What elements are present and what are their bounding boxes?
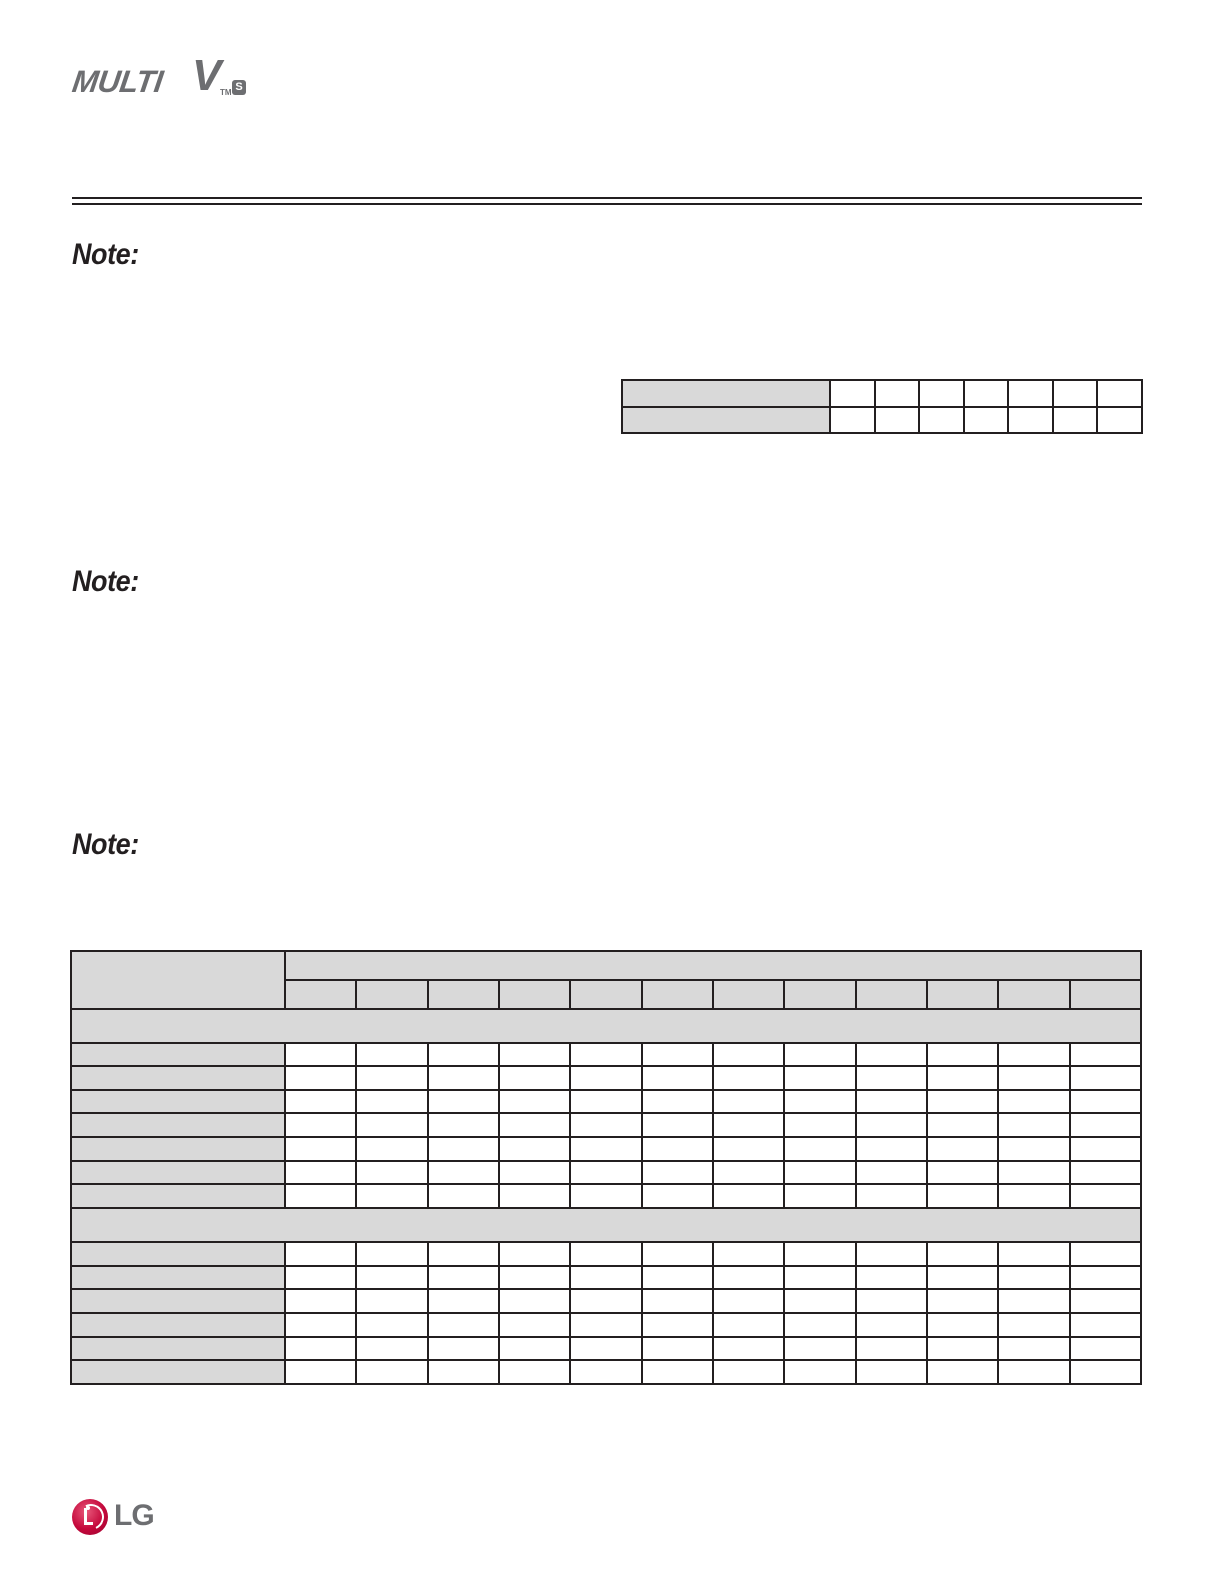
large-table-cell	[642, 1242, 713, 1266]
large-table-cell	[1070, 1113, 1141, 1137]
small-table-cell	[919, 380, 964, 407]
large-table-cell	[713, 1360, 784, 1384]
large-table-row-header	[71, 1242, 285, 1266]
large-table-cell	[285, 1161, 356, 1185]
large-table-cell	[499, 1337, 570, 1361]
note-label-1: Note:	[72, 238, 139, 271]
large-table-cell	[428, 1337, 499, 1361]
large-table-cell	[1070, 1066, 1141, 1090]
large-table-row-header	[71, 1043, 285, 1067]
large-table-cell	[428, 1360, 499, 1384]
large-table-cell	[784, 1242, 855, 1266]
large-table-cell	[570, 1090, 641, 1114]
large-table-cell	[499, 1184, 570, 1208]
large-table-row-header	[71, 1184, 285, 1208]
large-table-row	[71, 1043, 1141, 1067]
header-rule-top	[72, 197, 1142, 199]
large-table-row	[71, 1113, 1141, 1137]
small-table-cell	[964, 380, 1009, 407]
large-table-row-header	[71, 1137, 285, 1161]
large-table-column-header	[642, 980, 713, 1009]
large-table-cell	[713, 1313, 784, 1337]
large-table-row	[71, 1242, 1141, 1266]
large-table-row	[71, 1266, 1141, 1290]
logo-s-badge: S	[232, 80, 246, 95]
small-table-row	[622, 380, 1142, 407]
large-table-cell	[642, 1161, 713, 1185]
large-table-cell	[642, 1313, 713, 1337]
large-table-cell	[285, 1242, 356, 1266]
large-table-cell	[285, 1066, 356, 1090]
large-table-cell	[784, 1137, 855, 1161]
large-table-cell	[642, 1043, 713, 1067]
large-table-cell	[713, 1066, 784, 1090]
large-table-row-header	[71, 1066, 285, 1090]
large-table-cell	[428, 1113, 499, 1137]
large-table-cell	[998, 1242, 1069, 1266]
large-table-cell	[998, 1161, 1069, 1185]
lg-logo	[70, 1499, 160, 1539]
large-table-cell	[570, 1043, 641, 1067]
large-table-cell	[784, 1090, 855, 1114]
large-table-row-header	[71, 1266, 285, 1290]
large-table-cell	[713, 1161, 784, 1185]
large-table-section-row	[71, 1009, 1141, 1043]
large-table-row-header	[71, 1289, 285, 1313]
logo-word: MULTI	[70, 64, 165, 99]
large-table-cell	[356, 1137, 427, 1161]
large-table-cell	[998, 1043, 1069, 1067]
large-table-cell	[570, 1360, 641, 1384]
large-table-cell	[642, 1090, 713, 1114]
large-table-cell	[784, 1113, 855, 1137]
large-table-cell	[927, 1043, 998, 1067]
header-rule-bottom	[72, 203, 1142, 205]
large-table-cell	[642, 1289, 713, 1313]
large-table-row-header	[71, 1113, 285, 1137]
large-table-cell	[356, 1113, 427, 1137]
large-table-row-header	[71, 1090, 285, 1114]
large-table-section-header	[71, 1009, 1141, 1043]
large-table-cell	[998, 1266, 1069, 1290]
large-table-cell	[428, 1184, 499, 1208]
large-table-cell	[285, 1043, 356, 1067]
large-table-cell	[285, 1337, 356, 1361]
large-table-cell	[856, 1184, 927, 1208]
large-table-cell	[642, 1266, 713, 1290]
small-spec-table	[621, 379, 1143, 434]
small-table-cell	[1008, 380, 1053, 407]
large-table-cell	[356, 1313, 427, 1337]
large-table-cell	[1070, 1242, 1141, 1266]
large-table-cell	[356, 1266, 427, 1290]
large-table-section-header	[71, 1208, 1141, 1242]
large-table-cell	[285, 1266, 356, 1290]
lg-brand-text: LG	[114, 1499, 154, 1532]
large-table-row	[71, 1184, 1141, 1208]
large-table-cell	[998, 1289, 1069, 1313]
large-table-cell	[1070, 1337, 1141, 1361]
large-table-cell	[428, 1242, 499, 1266]
large-table-cell	[713, 1090, 784, 1114]
large-table-cell	[998, 1090, 1069, 1114]
large-table-corner-cell	[71, 951, 285, 1009]
large-table-cell	[499, 1360, 570, 1384]
large-table-cell	[1070, 1313, 1141, 1337]
large-table-column-header	[784, 980, 855, 1009]
large-table-cell	[927, 1113, 998, 1137]
large-table-cell	[356, 1360, 427, 1384]
large-table-cell	[428, 1090, 499, 1114]
large-table-cell	[570, 1289, 641, 1313]
large-table-row	[71, 1289, 1141, 1313]
large-table-row-header	[71, 1360, 285, 1384]
small-table-cell	[1008, 407, 1053, 434]
large-table-cell	[285, 1360, 356, 1384]
large-table-cell	[428, 1266, 499, 1290]
small-table-cell	[875, 380, 920, 407]
large-table-cell	[998, 1337, 1069, 1361]
small-table-cell	[919, 407, 964, 434]
large-table-cell	[1070, 1137, 1141, 1161]
large-table-cell	[356, 1184, 427, 1208]
large-table-cell	[713, 1266, 784, 1290]
large-table-cell	[428, 1289, 499, 1313]
small-table-cell	[1097, 380, 1142, 407]
large-table-cell	[998, 1184, 1069, 1208]
large-table-cell	[499, 1242, 570, 1266]
large-table-group-header	[285, 951, 1141, 980]
large-table-cell	[713, 1337, 784, 1361]
large-table-column-header	[356, 980, 427, 1009]
large-table-column-header	[998, 980, 1069, 1009]
large-table-cell	[927, 1289, 998, 1313]
large-table-cell	[356, 1043, 427, 1067]
note-label-2: Note:	[72, 565, 139, 598]
large-table-column-header	[428, 980, 499, 1009]
large-table-cell	[356, 1066, 427, 1090]
large-table-cell	[570, 1066, 641, 1090]
large-table-cell	[642, 1360, 713, 1384]
large-table-cell	[927, 1137, 998, 1161]
large-table-row-header	[71, 1161, 285, 1185]
large-table-row	[71, 1313, 1141, 1337]
large-table-cell	[713, 1242, 784, 1266]
large-table-cell	[428, 1137, 499, 1161]
small-table-row-header	[622, 380, 830, 407]
large-table-cell	[927, 1161, 998, 1185]
large-table-cell	[784, 1161, 855, 1185]
large-table-row	[71, 1137, 1141, 1161]
logo-v: V	[192, 51, 222, 100]
large-table-cell	[713, 1184, 784, 1208]
large-table-cell	[1070, 1090, 1141, 1114]
multi-v-s-logo	[70, 51, 260, 106]
small-table-cell	[830, 380, 875, 407]
large-table-cell	[499, 1161, 570, 1185]
large-table-cell	[998, 1113, 1069, 1137]
small-table-cell	[964, 407, 1009, 434]
large-table-cell	[856, 1161, 927, 1185]
small-table-row-header	[622, 407, 830, 434]
large-table-column-header	[570, 980, 641, 1009]
large-table-cell	[713, 1113, 784, 1137]
large-table-cell	[784, 1184, 855, 1208]
large-table-cell	[570, 1137, 641, 1161]
large-table-cell	[356, 1090, 427, 1114]
large-table-cell	[570, 1113, 641, 1137]
large-table-cell	[642, 1337, 713, 1361]
large-table-cell	[285, 1137, 356, 1161]
large-table-cell	[428, 1161, 499, 1185]
large-table-cell	[998, 1066, 1069, 1090]
large-table-column-header	[856, 980, 927, 1009]
large-table-cell	[570, 1242, 641, 1266]
large-table-cell	[1070, 1184, 1141, 1208]
large-table-cell	[1070, 1161, 1141, 1185]
small-table-cell	[875, 407, 920, 434]
large-table-cell	[570, 1184, 641, 1208]
large-table-cell	[499, 1113, 570, 1137]
large-table-cell	[285, 1113, 356, 1137]
large-table-cell	[356, 1161, 427, 1185]
large-table-cell	[998, 1360, 1069, 1384]
large-table-cell	[927, 1337, 998, 1361]
large-table-cell	[856, 1337, 927, 1361]
large-table-row	[71, 1337, 1141, 1361]
large-table-cell	[570, 1313, 641, 1337]
large-table-cell	[856, 1113, 927, 1137]
large-table-cell	[927, 1360, 998, 1384]
large-table-row-header	[71, 1313, 285, 1337]
large-table-column-header	[713, 980, 784, 1009]
logo-trademark: TM	[220, 88, 232, 97]
large-table-cell	[428, 1043, 499, 1067]
large-table-cell	[499, 1137, 570, 1161]
large-table-column-header	[499, 980, 570, 1009]
large-table-header-row	[71, 951, 1141, 980]
large-table-cell	[856, 1066, 927, 1090]
large-table-cell	[499, 1066, 570, 1090]
large-table-cell	[927, 1066, 998, 1090]
large-table-cell	[570, 1161, 641, 1185]
large-table-cell	[642, 1137, 713, 1161]
large-table-cell	[356, 1337, 427, 1361]
large-table-cell	[998, 1313, 1069, 1337]
small-table-cell	[1053, 407, 1098, 434]
large-table-cell	[856, 1043, 927, 1067]
large-table-cell	[927, 1313, 998, 1337]
large-table-cell	[927, 1090, 998, 1114]
large-table-cell	[1070, 1289, 1141, 1313]
large-table-cell	[856, 1090, 927, 1114]
large-table-row-header	[71, 1337, 285, 1361]
small-table-cell	[1053, 380, 1098, 407]
large-table-cell	[1070, 1266, 1141, 1290]
large-table-cell	[570, 1266, 641, 1290]
large-table-section-row	[71, 1208, 1141, 1242]
large-table-row	[71, 1066, 1141, 1090]
large-table-cell	[642, 1066, 713, 1090]
large-table-cell	[856, 1360, 927, 1384]
large-table-cell	[285, 1313, 356, 1337]
large-table-row	[71, 1360, 1141, 1384]
large-table-cell	[428, 1066, 499, 1090]
large-table-cell	[784, 1043, 855, 1067]
large-table-cell	[570, 1337, 641, 1361]
large-table-cell	[713, 1137, 784, 1161]
large-table-cell	[499, 1266, 570, 1290]
note-label-3: Note:	[72, 828, 139, 861]
large-table-column-header	[927, 980, 998, 1009]
large-table-cell	[784, 1266, 855, 1290]
large-table-cell	[784, 1337, 855, 1361]
small-table-row	[622, 407, 1142, 434]
large-table-cell	[856, 1242, 927, 1266]
large-table-cell	[499, 1043, 570, 1067]
large-table-cell	[856, 1313, 927, 1337]
large-table-cell	[499, 1289, 570, 1313]
large-table-cell	[642, 1184, 713, 1208]
large-table-cell	[856, 1266, 927, 1290]
large-table-cell	[998, 1137, 1069, 1161]
large-table-cell	[713, 1289, 784, 1313]
large-table-cell	[713, 1043, 784, 1067]
large-table-cell	[927, 1266, 998, 1290]
large-table-cell	[784, 1289, 855, 1313]
large-spec-table	[70, 950, 1142, 1385]
large-table-cell	[784, 1066, 855, 1090]
large-table-cell	[499, 1313, 570, 1337]
large-table-cell	[356, 1289, 427, 1313]
small-table-cell	[1097, 407, 1142, 434]
large-table-cell	[856, 1289, 927, 1313]
large-table-cell	[1070, 1360, 1141, 1384]
large-table-column-header	[1070, 980, 1141, 1009]
large-table-cell	[784, 1360, 855, 1384]
large-table-cell	[285, 1184, 356, 1208]
small-table-cell	[830, 407, 875, 434]
large-table-row	[71, 1161, 1141, 1185]
large-table-cell	[1070, 1043, 1141, 1067]
large-table-cell	[856, 1137, 927, 1161]
large-table-cell	[285, 1289, 356, 1313]
large-table-cell	[927, 1242, 998, 1266]
large-table-cell	[499, 1090, 570, 1114]
large-table-cell	[784, 1313, 855, 1337]
large-table-cell	[642, 1113, 713, 1137]
large-table-cell	[927, 1184, 998, 1208]
large-table-column-header	[285, 980, 356, 1009]
large-table-cell	[356, 1242, 427, 1266]
large-table-cell	[285, 1090, 356, 1114]
large-table-cell	[428, 1313, 499, 1337]
large-table-row	[71, 1090, 1141, 1114]
lg-face-icon	[72, 1499, 108, 1535]
